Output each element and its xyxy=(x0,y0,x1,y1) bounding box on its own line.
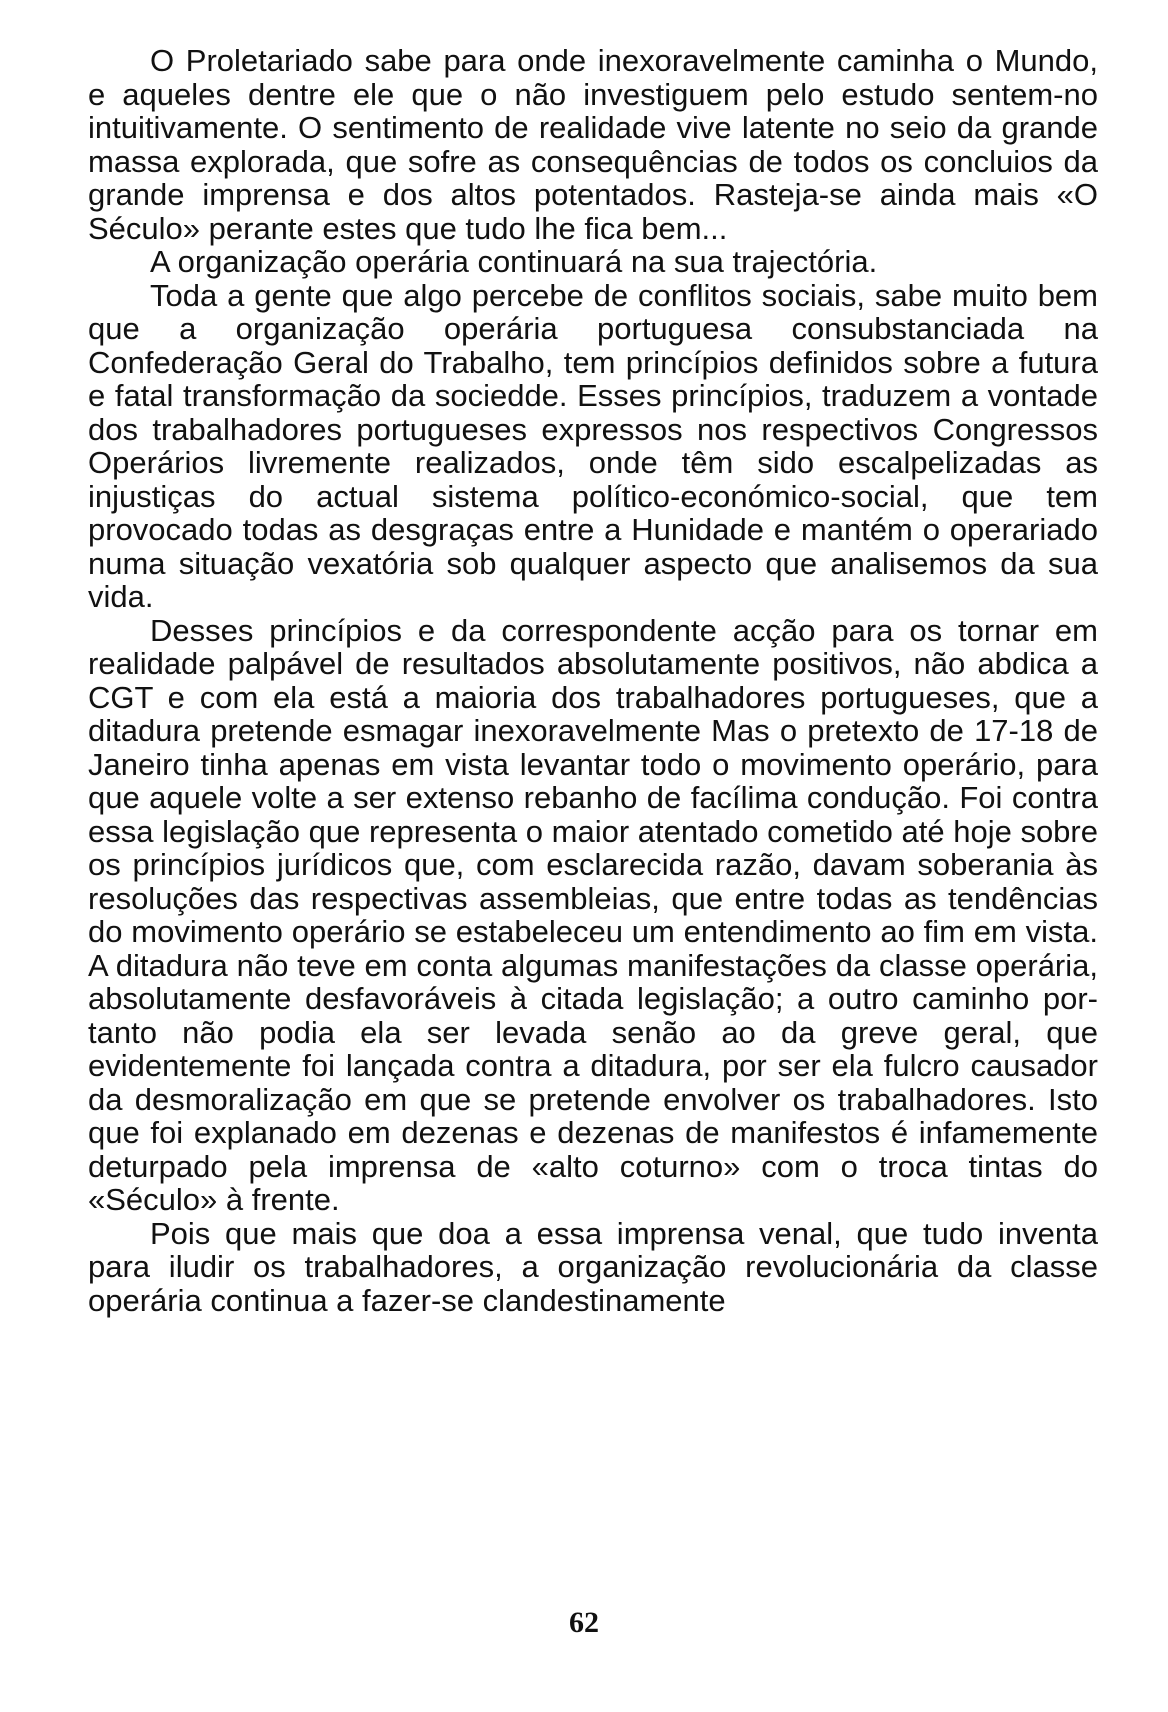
page-number: 62 xyxy=(569,1606,599,1639)
paragraph-4: Desses princípios e da correspondente acção para os tornar em realidade palpável de resultados absolutamente positivos, não abdica a CGT e com ela está a maioria dos trabalhadores portugueses, que a ditadura pretende esmagar inexoravelmente Mas o pretexto de 17-18 de Janeiro tinha apenas em vista levantar todo o movimento operário, para que aquele volte a ser extenso rebanho de facílima condução. Foi contra essa legislação que representa o maior atentado cometido até hoje sobre os princípios jurídicos que, com esclarecida razão, davam soberania às resoluções das respectivas assembleias, que entre todas as tendências do movimento operário se estabeleceu um entendimento ao fim em vista. A ditadura não teve em conta algumas manifestações da classe operária, absolutamente desfavoráveis à citada legislação; a outro caminho portanto não podia ela ser levada senão ao da greve geral, que evidentemente foi lançada contra a ditadura, por ser ela fulcro causador da desmoralização em que se pretende envolver os trabalhadores. Isto que foi explanado em dezenas e dezenas de manifestos é infamemente deturpado pela imprensa de «alto coturno» com o troca tintas do «Século» à frente. xyxy=(88,612,1098,1217)
paragraph-2: A organização operária continuará na sua trajectória. xyxy=(150,244,878,279)
paragraph-5: Pois que mais que doa a essa imprensa venal, que tudo inventa para iludir os trabalhadores, a organização revolucionária da classe operária continua a fazer-se clandestinamente xyxy=(88,1215,1098,1318)
page-body xyxy=(88,44,1098,1317)
paragraph-1: O Proletariado sabe para onde inexoravelmente caminha o Mundo, e aqueles dentre ele que o não investiguem pelo estudo sentem-no intuitivamente. O sentimento de realidade vive latente no seio da grande massa explorada, que sofre as consequências de todos os concluios da grande imprensa e dos altos potentados. Rasteja-se ainda mais «O Século» perante estes que tudo lhe fica bem... xyxy=(88,43,1098,246)
paragraph-3: Toda a gente que algo percebe de conflitos sociais, sabe muito bem que a organização operária portuguesa consubstanciada na Confederação Geral do Trabalho, tem princípios definidos sobre a futura e fatal transformação da sociedde. Esses princípios, traduzem a vontade dos trabalhadores portugueses expressos nos respectivos Congressos Operários livremente realizados, onde têm sido escalpelizadas as injustiças do actual sistema político-económico-social, que tem provocado todas as desgraças entre a Hunidade e mantém o operariado numa situação vexatória sob qualquer aspecto que analisemos da sua vida. xyxy=(88,277,1098,614)
